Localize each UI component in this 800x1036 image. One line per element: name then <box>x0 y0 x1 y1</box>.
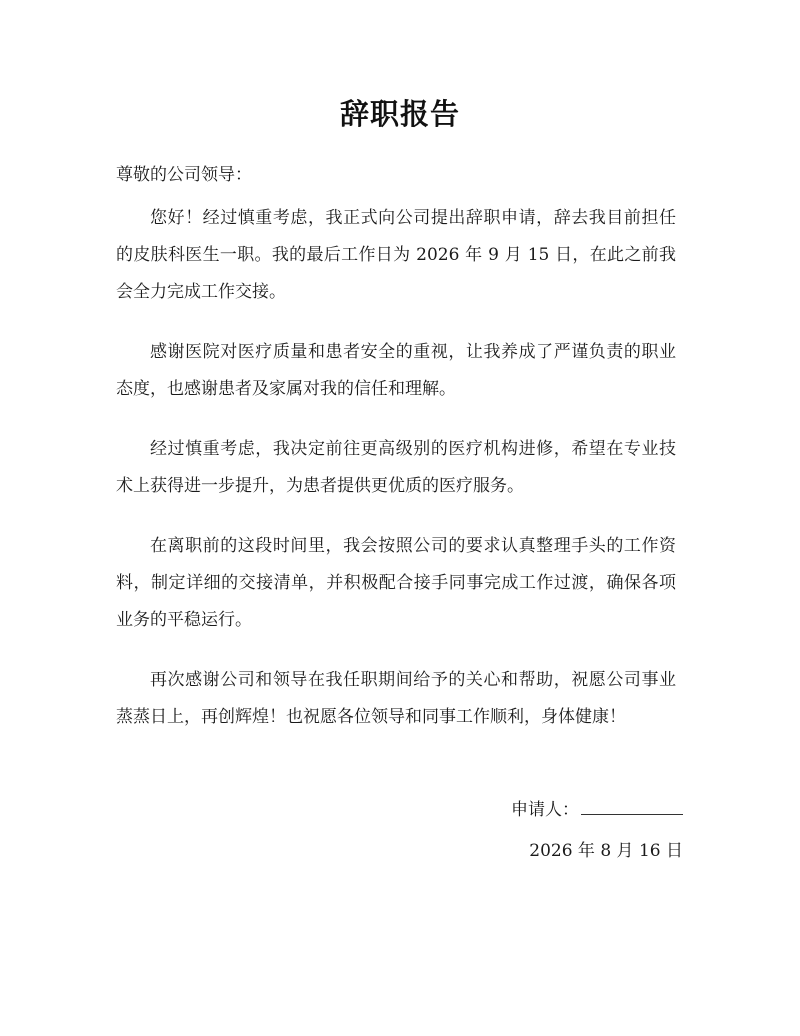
signature-label: 申请人： <box>511 800 579 820</box>
letter-body <box>116 200 676 759</box>
signature-blank <box>581 796 683 815</box>
paragraph-5: 再次感谢公司和领导在我任职期间给予的关心和帮助，祝愿公司事业蒸蒸日上，再创辉煌！也祝愿各位领导和同事工作顺利，身体健康！ <box>116 670 676 727</box>
date-line: 2026 年 8 月 16 日 <box>529 841 683 861</box>
paragraph-4: 在离职前的这段时间里，我会按照公司的要求认真整理手头的工作资料，制定详细的交接清单，并积极配合接手同事完成工作过渡，确保各项业务的平稳运行。 <box>116 536 676 630</box>
salutation: 尊敬的公司领导： <box>116 165 252 185</box>
paragraph-3: 经过慎重考虑，我决定前往更高级别的医疗机构进修，希望在专业技术上获得进一步提升，为患者提供更优质的医疗服务。 <box>116 439 676 496</box>
signature-line <box>511 796 683 823</box>
paragraph-1: 您好！经过慎重考虑，我正式向公司提出辞职申请，辞去我目前担任的皮肤科医生一职。我的最后工作日为 2026 年 9 月 15 日，在此之前我会全力完成工作交接。 <box>116 208 676 302</box>
paragraph-2: 感谢医院对医疗质量和患者安全的重视，让我养成了严谨负责的职业态度，也感谢患者及家属对我的信任和理解。 <box>116 342 676 399</box>
document-title: 辞职报告 <box>339 97 460 131</box>
